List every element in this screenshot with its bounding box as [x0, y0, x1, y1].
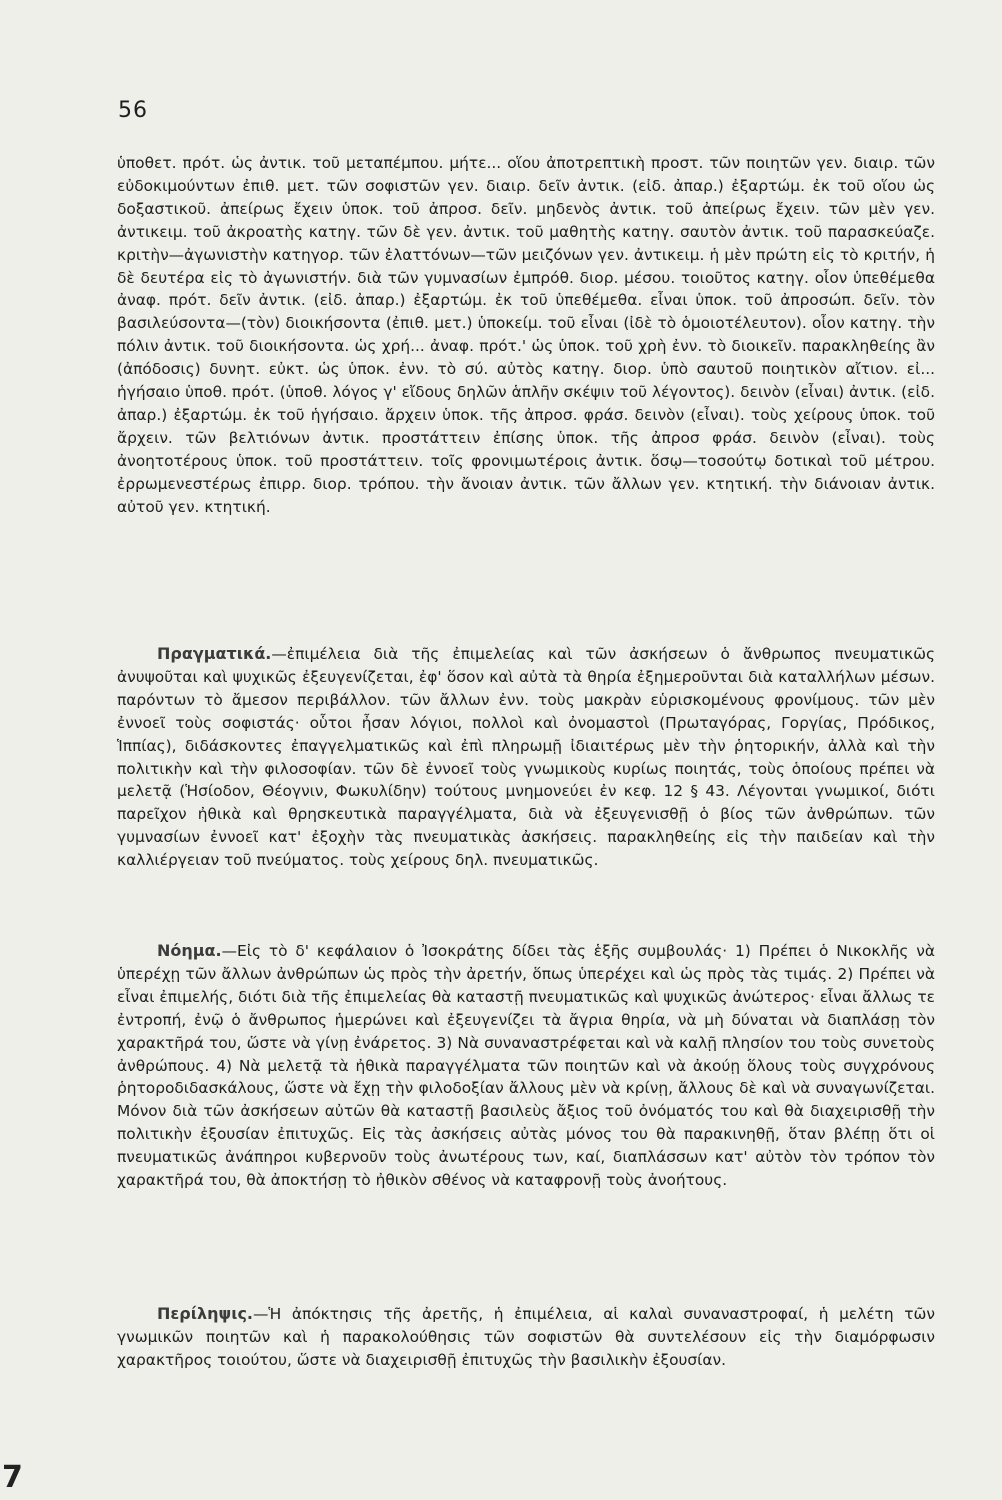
perilipsis-section: [117, 1303, 935, 1372]
pragmatika-paragraph: [117, 643, 935, 872]
grammatical-notes: [117, 152, 935, 519]
perilipsis-paragraph: [117, 1303, 935, 1372]
noima-heading: Νόημα.: [157, 941, 222, 960]
pragmatika-heading: Πραγματικά.: [157, 644, 272, 663]
page-number: 56: [118, 98, 148, 123]
noima-paragraph: [117, 940, 935, 1192]
perilipsis-heading: Περίληψις.: [157, 1304, 253, 1323]
noima-text: —Εἰς τὸ δ' κεφάλαιον ὁ Ἰσοκράτης δίδει τὰς ἑξῆς συμβουλάς· 1) Πρέπει ὁ Νικοκλῆς νὰ ὑπερέχῃ τῶν ἄλλων ἀνθρώπων ὡς πρὸς τὴν ἀρετήν, ὅπως ὑπερέχει καὶ ὡς πρὸς τὰς τιμάς. 2) Πρέπει νὰ εἶναι ἐπιμελής, διότι διὰ τῆς ἐπιμελείας θὰ καταστῇ πνευματικῶς καὶ ψυχικῶς ἀνώτερος· εἶναι ἄλλως τε ἐντροπή, ἐνῷ ὁ ἄνθρωπος ἡμερώνει καὶ ἐξευγενίζει τὰ ἄγρια θηρία, νὰ μὴ δύναται νὰ διαπλάσῃ τὸν χαρακτῆρά του, ὥστε νὰ γίνῃ ἐνάρετος. 3) Νὰ συναναστρέφεται καὶ νὰ καλῇ πλησίον του τοὺς συνετοὺς ἀνθρώπους. 4) Νὰ μελετᾷ τὰ ἠθικὰ παραγγέλματα τῶν ποιητῶν καὶ νὰ ἀκούῃ ὅλους τοὺς συγχρόνους ῥητοροδιδασκάλους, ὥστε νὰ ἔχῃ τὴν φιλοδοξίαν ἄλλους μὲν νὰ κρίνῃ, ἄλλους δὲ καὶ νὰ συναγωνίζεται. Μόνον διὰ τῶν ἀσκήσεων αὐτῶν θὰ καταστῇ βασιλεὺς ἄξιος τοῦ ὀνόματός του καὶ θὰ διαχειρισθῇ τὴν πολιτικὴν ἐξουσίαν ἐπιτυχῶς. Εἰς τὰς ἀσκήσεις αὐτὰς μόνος του θὰ παρακινηθῇ, ὅταν βλέπῃ ὅτι οἱ πνευματικῶς ἀνάπηροι κυβερνοῦν τοὺς ἀνωτέρους των, καί, διαπλάσσων κατ' αὐτὸν τὸν τρόπον τὸν χαρακτῆρά του, θὰ ἀποκτήσῃ τὸ ἠθικὸν σθένος νὰ καταφρονῇ τοὺς ἀνοήτους.: [117, 942, 935, 1190]
pragmatika-section: [117, 643, 935, 872]
notes-paragraph: ὑποθετ. πρότ. ὡς ἀντικ. τοῦ μεταπέμπου. μήτε... οἵου ἀποτρεπτικὴ προστ. τῶν ποιητῶν γεν. διαιρ. τῶν εὐδοκιμούντων ἐπιθ. μετ. τῶν σοφιστῶν γεν. διαιρ. δεῖν ἀντικ. (εἰδ. ἀπαρ.) ἐξαρτώμ. ἐκ τοῦ οἵου ὡς δοξαστικοῦ. ἀπείρως ἔχειν ὑποκ. τοῦ ἀπροσ. δεῖν. μηδενὸς ἀντικ. τοῦ ἀπείρως ἔχειν. τῶν μὲν γεν. ἀντικειμ. τοῦ ἀκροατὴς κατηγ. τῶν δὲ γεν. ἀντικ. τοῦ μαθητὴς κατηγ. σαυτὸν ἀντικ. τοῦ παρασκεύαζε. κριτὴν—ἀγωνιστὴν κατηγορ. τῶν ἐλαττόνων—τῶν μειζόνων γεν. ἀντικειμ. ἡ μὲν πρώτη εἰς τὸ κριτήν, ἡ δὲ δευτέρα εἰς τὸ ἀγωνιστήν. διὰ τῶν γυμνασίων ἐμπρόθ. διορ. μέσου. τοιοῦτος κατηγ. οἷον ὑπεθέμεθα ἀναφ. πρότ. δεῖν ἀντικ. (εἰδ. ἀπαρ.) ἐξαρτώμ. ἐκ τοῦ ὑπεθέμεθα. εἶναι ὑποκ. τοῦ ἀπροσώπ. δεῖν. τὸν βασιλεύσοντα—(τὸν) διοικήσοντα (ἐπιθ. μετ.) ὑποκείμ. τοῦ εἶναι (ἰδὲ τὸ ὁμοιοτέλευτον). οἷον κατηγ. τὴν πόλιν ἀντικ. τοῦ διοικήσοντα. ὡς χρή... ἀναφ. πρότ.' ὡς ὑποκ. τοῦ χρὴ ἐνν. τὸ διοικεῖν. παρακληθείης ἂν (ἀπόδοσις) δυνητ. εὐκτ. ὡς ὑποκ. ἐνν. τὸ σύ. αὐτὸς κατηγ. διορ. ὑπὸ σαυτοῦ ποιητικὸν αἴτιον. εἰ... ἡγήσαιο ὑποθ. πρότ. (ὑποθ. λόγος γ' εἴδους δηλῶν ἁπλῆν σκέψιν τοῦ λέγοντος). δεινὸν (εἶναι) ἀντικ. (εἰδ. ἀπαρ.) ἐξαρτώμ. ἐκ τοῦ ἡγήσαιο. ἄρχειν ὑποκ. τῆς ἀπροσ. φράσ. δεινὸν (εἶναι). τοὺς χείρους ὑποκ. τοῦ ἄρχειν. τῶν βελτιόνων ἀντικ. προστάττειν ἐπίσης ὑποκ. τῆς ἀπροσ φράσ. δεινὸν (εἶναι). τοὺς ἀνοητοτέρους ὑποκ. τοῦ προστάττειν. τοῖς φρονιμωτέροις ἀντικ. ὅσῳ—τοσούτῳ δοτικαὶ τοῦ μέτρου. ἐρρωμενεστέρως ἐπιρρ. διορ. τρόπου. τὴν ἄνοιαν ἀντικ. τῶν ἄλλων γεν. κτητική. τὴν διάνοιαν ἀντικ. αὐτοῦ γεν. κτητική.: [117, 154, 935, 516]
pragmatika-text: —ἐπιμέλεια διὰ τῆς ἐπιμελείας καὶ τῶν ἀσκήσεων ὁ ἄνθρωπος πνευματικῶς ἀνυψοῦται καὶ ψυχικῶς ἐξευγενίζεται, ἐφ' ὅσον καὶ αὐτὰ τὰ θηρία ἐξημεροῦνται διὰ καταλλήλων μέσων. παρόντων τὸ ἄμεσον περιβάλλον. τῶν ἄλλων ἐνν. τοὺς μακρὰν εὑρισκομένους φρονίμους. τῶν μὲν ἐννοεῖ τοὺς σοφιστάς· οὗτοι ἦσαν λόγιοι, πολλοὶ καὶ ὀνομαστοὶ (Πρωταγόρας, Γοργίας, Πρόδικος, Ἱππίας), διδάσκοντες ἐπαγγελματικῶς καὶ ἐπὶ πληρωμῇ ἰδιαιτέρως μὲν τὴν ῥητορικήν, ἀλλὰ καὶ τὴν πολιτικὴν καὶ τὴν φιλοσοφίαν. τῶν δὲ ἐννοεῖ τοὺς γνωμικοὺς κυρίως ποιητάς, τοὺς ὁποίους πρέπει νὰ μελετᾷ (Ἡσίοδον, Θέογνιν, Φωκυλίδην) τούτους μνημονεύει ἐν κεφ. 12 § 43. Λέγονται γνωμικοί, διότι παρεῖχον ἠθικὰ καὶ θρησκευτικὰ παραγγέλματα, διὰ νὰ ἐξευγενισθῇ ὁ βίος τῶν ἀνθρώπων. τῶν γυμνασίων ἐννοεῖ κατ' ἐξοχὴν τὰς πνευματικὰς ἀσκήσεις. παρακληθείης εἰς τὴν παιδείαν καὶ τὴν καλλιέργειαν τοῦ πνεύματος. τοὺς χείρους δηλ. πνευματικῶς.: [117, 645, 935, 870]
margin-mark: 7: [2, 1460, 23, 1495]
noima-section: [117, 940, 935, 1192]
perilipsis-text: —Ἡ ἀπόκτησις τῆς ἀρετῆς, ἡ ἐπιμέλεια, αἱ καλαὶ συναναστροφαί, ἡ μελέτη τῶν γνωμικῶν ποιητῶν καὶ ἡ παρακολούθησις τῶν σοφιστῶν θὰ συντελέσουν εἰς τὴν διαμόρφωσιν χαρακτῆρος τοιούτου, ὥστε νὰ διαχειρισθῇ ἐπιτυχῶς τὴν βασιλικὴν ἐξουσίαν.: [117, 1305, 935, 1369]
